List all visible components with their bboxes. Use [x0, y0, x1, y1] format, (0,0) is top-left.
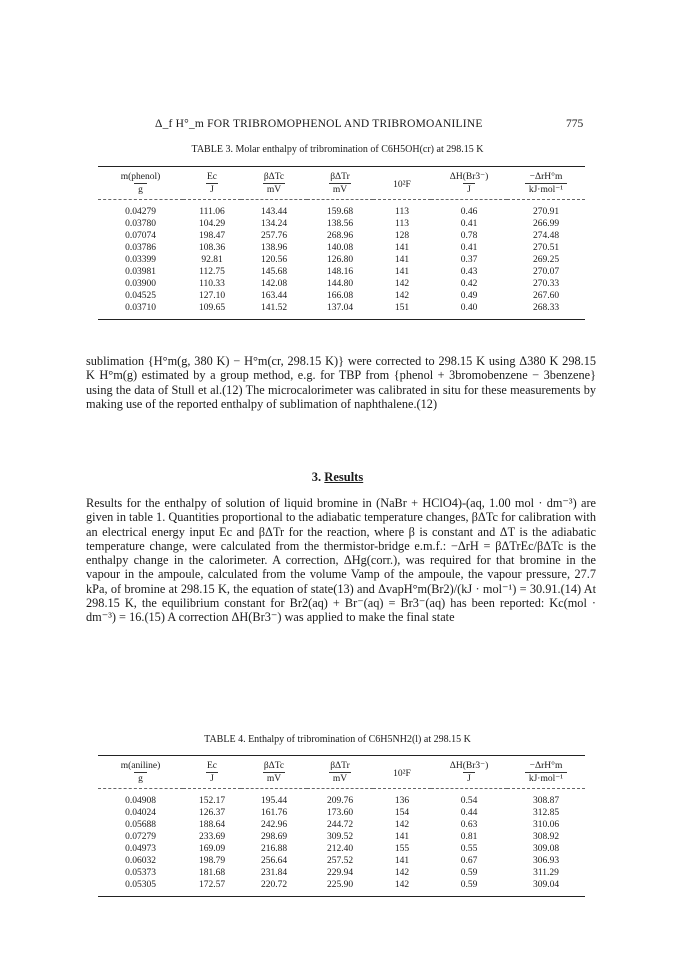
table-cell: 220.72 [260, 880, 288, 890]
table-cell: 0.55 [460, 844, 478, 854]
paragraph-text: Results for the enthalpy of solution of liquid bromine in (NaBr + HClO4)-(aq, 1.00 mol · dm⁻³) are given in table 1. Quantities proportional to the adiabatic temperature changes, βΔTc for calibration with an electrical energy input Ec and βΔTr for the reaction, where β is constant and ΔT is the adiabatic temperature change, were calculated from the thermistor-bridge e.m.f.: −ΔrH = βΔTrEc/βΔTc is the enthalpy change in the calorimeter. A correction, ΔHg(corr.), was required for that bromine in the vapour in the ampoule, calculated from the volume Vamp of the ampoule, the vapour pressure, 27.7 kPa, of bromine at 298.15 K, the equation of state(13) and ΔvapH°m(Br2)/(kJ · mol⁻¹) = 30.91.(14) At 298.15 K, the equilibrium constant for Br2(aq) + Br⁻(aq) = Br3⁻(aq) has been reported: Kc(mol · dm⁻³) = 16.(15) A correction ΔH(Br3⁻) was applied to make the final state [86, 496, 596, 625]
table-cell: 225.90 [326, 880, 354, 890]
table-cell: 0.46 [460, 207, 478, 217]
table-cell: 212.40 [326, 844, 354, 854]
table-cell: 141 [394, 243, 410, 253]
table-cell: 0.41 [460, 243, 478, 253]
col-header: ΔH(Br3⁻) [449, 761, 489, 771]
table-cell: 0.59 [460, 880, 478, 890]
section-number: 3. [311, 470, 322, 484]
table-cell: 0.37 [460, 255, 478, 265]
table-row [98, 230, 585, 242]
col-unit: J [206, 183, 218, 196]
paragraph-text: sublimation {H°m(g, 380 K) − H°m(cr, 298.15 K)} were corrected to 298.15 K using Δ380 K 298.15 K H°m(g) estimated by a group method, e.g. for TBP from {phenol + 3bromobenzene − 3benzene} using the data of Stull et al.(12) The microcalorimeter was calibrated in situ for these measurements by making use of the reported enthalpy of sublimation of naphthalene.(12) [86, 354, 596, 411]
table-row [98, 831, 585, 843]
table-cell: 143.44 [260, 207, 288, 217]
table-cell: 92.81 [201, 255, 223, 265]
table-cell: 128 [394, 231, 410, 241]
table-cell: 155 [394, 844, 410, 854]
table-cell: 306.93 [532, 856, 560, 866]
table-cell: 113 [395, 219, 409, 229]
table-cell: 0.04973 [125, 844, 156, 854]
table-cell: 266.99 [532, 219, 560, 229]
table-cell: 0.63 [460, 820, 478, 830]
col-unit: mV [263, 183, 285, 196]
table-cell: 216.88 [260, 844, 288, 854]
table-cell: 267.60 [532, 291, 560, 301]
table-cell: 0.03780 [125, 219, 156, 229]
page-number: 775 [566, 118, 584, 130]
table-cell: 270.33 [532, 279, 560, 289]
col-header: ΔH(Br3⁻) [449, 172, 489, 182]
table-cell: 270.51 [532, 243, 560, 253]
table-cell: 242.96 [260, 820, 288, 830]
table-cell: 270.07 [532, 267, 560, 277]
table-cell: 0.06032 [125, 856, 156, 866]
table-cell: 0.04525 [125, 291, 156, 301]
running-title: Δ_f H°_m FOR TRIBROMOPHENOL AND TRIBROMOANILINE [155, 118, 483, 130]
table-cell: 0.07279 [125, 832, 156, 842]
table-cell: 138.56 [326, 219, 354, 229]
table-4 [98, 755, 585, 897]
col-unit: g [134, 183, 147, 196]
table-cell: 0.49 [460, 291, 478, 301]
table-cell: 142 [394, 820, 410, 830]
table-cell: 0.41 [460, 219, 478, 229]
table-cell: 298.69 [260, 832, 288, 842]
table-row [98, 879, 585, 897]
col-header: 10²F [393, 180, 411, 190]
table-cell: 0.03981 [125, 267, 156, 277]
table-row [98, 278, 585, 290]
paragraph-sublimation [86, 354, 596, 411]
table-cell: 126.80 [326, 255, 354, 265]
table-cell: 309.04 [532, 880, 560, 890]
table-cell: 112.75 [199, 267, 225, 277]
table-row [98, 867, 585, 879]
table-cell: 269.25 [532, 255, 560, 265]
col-header: βΔTc [263, 761, 285, 771]
table-row [98, 819, 585, 831]
table-cell: 0.03399 [125, 255, 156, 265]
table-cell: 312.85 [532, 808, 560, 818]
table-cell: 142 [394, 279, 410, 289]
col-unit: mV [329, 183, 351, 196]
table-cell: 141 [394, 255, 410, 265]
table-cell: 141.52 [260, 303, 288, 313]
table-cell: 244.72 [326, 820, 354, 830]
col-header: m(phenol) [120, 172, 161, 182]
table-cell: 308.87 [532, 796, 560, 806]
table-4-caption: TABLE 4. Enthalpy of tribromination of C6H5NH2(l) at 298.15 K [204, 734, 471, 745]
table-cell: 138.96 [260, 243, 288, 253]
table-cell: 144.80 [326, 279, 354, 289]
table-cell: 141 [394, 832, 410, 842]
table-row [98, 290, 585, 302]
col-unit: J [463, 772, 475, 785]
table-cell: 0.05305 [125, 880, 156, 890]
table-cell: 188.64 [198, 820, 226, 830]
table-row [98, 302, 585, 320]
table-row [98, 200, 585, 219]
table-cell: 309.08 [532, 844, 560, 854]
col-header: Ec [206, 761, 218, 771]
table-cell: 145.68 [260, 267, 288, 277]
table-cell: 181.68 [198, 868, 226, 878]
table-cell: 311.29 [533, 868, 559, 878]
table-cell: 136 [394, 796, 410, 806]
table-cell: 148.16 [326, 267, 354, 277]
table-cell: 308.92 [532, 832, 560, 842]
table-row [98, 266, 585, 278]
table-cell: 127.10 [198, 291, 226, 301]
col-header: −ΔrH°m [529, 172, 563, 182]
col-header: βΔTr [330, 172, 350, 182]
table-cell: 0.07074 [125, 231, 156, 241]
table-cell: 142 [394, 868, 410, 878]
table-cell: 257.76 [260, 231, 288, 241]
table-cell: 0.03900 [125, 279, 156, 289]
col-header: βΔTr [330, 761, 350, 771]
table-cell: 110.33 [199, 279, 225, 289]
table-row [98, 807, 585, 819]
table-cell: 195.44 [260, 796, 288, 806]
table-cell: 172.57 [198, 880, 226, 890]
table-cell: 274.48 [532, 231, 560, 241]
table-cell: 309.52 [326, 832, 354, 842]
table-cell: 120.56 [260, 255, 288, 265]
table-cell: 0.04279 [125, 207, 156, 217]
table-cell: 152.17 [198, 796, 226, 806]
table-row [98, 242, 585, 254]
col-unit: J [206, 772, 218, 785]
table-cell: 0.05688 [125, 820, 156, 830]
table-cell: 0.04908 [125, 796, 156, 806]
table-cell: 113 [395, 207, 409, 217]
table-row [98, 254, 585, 266]
table-cell: 198.47 [198, 231, 226, 241]
table-cell: 0.05373 [125, 868, 156, 878]
table-cell: 173.60 [326, 808, 354, 818]
table-cell: 198.79 [198, 856, 226, 866]
table-cell: 141 [394, 267, 410, 277]
col-header: 10²F [393, 769, 411, 779]
table-cell: 0.04024 [125, 808, 156, 818]
table-cell: 0.67 [460, 856, 478, 866]
table-cell: 0.44 [460, 808, 478, 818]
col-header: βΔTc [263, 172, 285, 182]
col-unit: kJ·mol⁻¹ [525, 183, 567, 196]
col-unit: mV [329, 772, 351, 785]
table-cell: 0.43 [460, 267, 478, 277]
table-cell: 151 [394, 303, 410, 313]
table-row [98, 218, 585, 230]
table-row [98, 843, 585, 855]
table-row [98, 855, 585, 867]
table-cell: 231.84 [260, 868, 288, 878]
table-cell: 159.68 [326, 207, 354, 217]
paragraph-results [86, 496, 596, 625]
table-cell: 126.37 [198, 808, 226, 818]
table-cell: 104.29 [198, 219, 226, 229]
col-unit: mV [263, 772, 285, 785]
table-cell: 229.94 [326, 868, 354, 878]
table-cell: 0.54 [460, 796, 478, 806]
table-cell: 0.42 [460, 279, 478, 289]
table-cell: 169.09 [198, 844, 226, 854]
table-cell: 0.81 [460, 832, 478, 842]
table-cell: 0.78 [460, 231, 478, 241]
table-cell: 142 [394, 291, 410, 301]
table-cell: 268.96 [326, 231, 354, 241]
table-3-caption: TABLE 3. Molar enthalpy of tribromination of C6H5OH(cr) at 298.15 K [191, 144, 484, 155]
section-heading [0, 470, 675, 485]
col-unit: g [134, 772, 147, 785]
table-cell: 0.03710 [125, 303, 156, 313]
col-unit: kJ·mol⁻¹ [525, 772, 567, 785]
table-cell: 256.64 [260, 856, 288, 866]
table-cell: 140.08 [326, 243, 354, 253]
table-cell: 166.08 [326, 291, 354, 301]
table-cell: 209.76 [326, 796, 354, 806]
table-cell: 111.06 [199, 207, 225, 217]
table-cell: 142.08 [260, 279, 288, 289]
table-cell: 257.52 [326, 856, 354, 866]
col-header: Ec [206, 172, 218, 182]
table-cell: 233.69 [198, 832, 226, 842]
table-cell: 141 [394, 856, 410, 866]
table-cell: 0.03786 [125, 243, 156, 253]
col-unit: J [463, 183, 475, 196]
table-cell: 268.33 [532, 303, 560, 313]
table-cell: 0.40 [460, 303, 478, 313]
table-cell: 134.24 [260, 219, 288, 229]
table-cell: 108.36 [198, 243, 226, 253]
table-cell: 163.44 [260, 291, 288, 301]
table-cell: 270.91 [532, 207, 560, 217]
table-cell: 310.06 [532, 820, 560, 830]
col-header: m(aniline) [120, 761, 161, 771]
table-cell: 161.76 [260, 808, 288, 818]
table-cell: 137.04 [326, 303, 354, 313]
table-cell: 109.65 [198, 303, 226, 313]
table-cell: 142 [394, 880, 410, 890]
table-row [98, 789, 585, 808]
col-header: −ΔrH°m [529, 761, 563, 771]
section-title: Results [324, 470, 364, 484]
table-cell: 0.59 [460, 868, 478, 878]
table-3 [98, 166, 585, 320]
table-cell: 154 [394, 808, 410, 818]
